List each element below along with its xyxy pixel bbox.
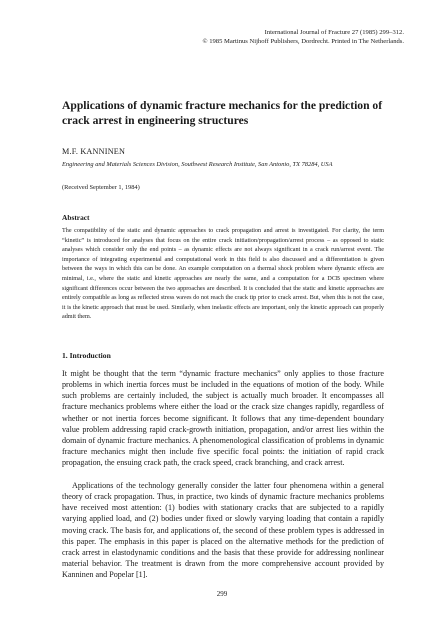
journal-citation: International Journal of Fracture 27 (1985) 299–312. — [264, 29, 404, 36]
received-date: (Received September 1, 1984) — [62, 184, 140, 191]
author-affiliation: Engineering and Materials Sciences Division, Southwest Research Institute, San Antonio, TX 78284, USA — [62, 161, 333, 168]
abstract-heading: Abstract — [62, 213, 90, 222]
abstract-text: The compatibility of the static and dynamic approaches to crack propagation and arrest is investigated. For clarity, the term “kinetic” is introduced for analyses that focus on the entire crack initiation/propagation/arrest process – as opposed to static analyses which consider only the end points – as dynamic effects are not always significant in a crack run/arrest event. The importance of integrating experimental and computational work in this field is also discussed and a differentiation is given between the ways in which this can be done. An example computation on a thermal shock problem where dynamic effects are minimal, i.e., where the static and kinetic approaches are nearly the same, and a computation for a DCB specimen where significant differences occur between the two approaches are described. It is concluded that the static and kinetic approaches are entirely compatible as long as reflected stress waves do not reach the crack tip prior to crack arrest. But, when this is not the case, it is the kinetic approach that must be used. Similarly, when inelastic effects are important, only the kinetic approach can properly admit them. — [62, 228, 384, 321]
paper-title: Applications of dynamic fracture mechanics for the prediction of crack arrest in engineering structures — [62, 99, 383, 127]
journal-header — [203, 28, 404, 46]
author-name: M.F. KANNINEN — [62, 147, 126, 156]
section-heading-introduction: 1. Introduction — [62, 351, 111, 360]
body-paragraph: It might be thought that the term “dynamic fracture mechanics” only applies to those fracture problems in which inertia forces must be included in the equations of motion of the body. While such problems are certainly included, the subject is actually much broader. It encompasses all fracture mechanics problems where either the load or the crack size changes rapidly, regardless of whether or not inertia forces become significant. It follows that any time-dependent boundary value problem addressing rapid crack-growth initiation, propagation, and/or arrest lies within the domain of dynamic fracture mechanics. A phenomenological classification of problems in dynamic fracture mechanics might then include five specific focal points: the initiation of rapid crack propagation, the ensuing crack path, the crack speed, crack branching, and crack arrest. — [62, 369, 384, 468]
copyright-notice: © 1985 Martinus Nijhoff Publishers, Dordrecht. Printed in The Netherlands. — [202, 38, 404, 45]
body-paragraph: Applications of the technology generally consider the latter four phenomena within a general theory of crack propagation. Thus, in practice, two kinds of dynamic fracture mechanics problems have received most attention: (1) bodies with stationary cracks that are subjected to a rapidly varying applied load, and (2) bodies under fixed or slowly varying loading that contain a rapidly moving crack. The basis for, and applications of, the second of these problem types is addressed in this paper. The emphasis in this paper is placed on the alternative methods for the prediction of crack arrest in elastodynamic conditions and the basis that these provide for addressing nonlinear material behavior. The treatment is drawn from the more comprehensive account provided by Kanninen and Popelar [1]. — [62, 481, 384, 580]
page-number: 299 — [216, 590, 228, 598]
